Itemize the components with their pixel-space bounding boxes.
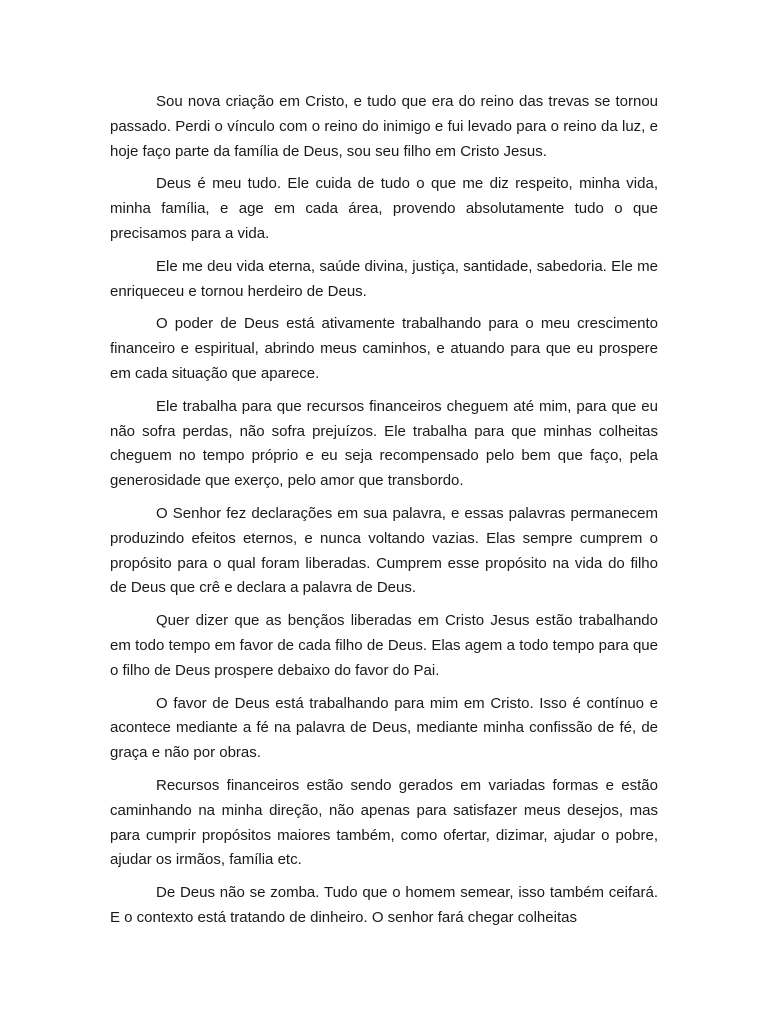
paragraph: Ele me deu vida eterna, saúde divina, justiça, santidade, sabedoria. Ele me enriqueceu e tornou herdeiro de Deus.	[110, 257, 658, 300]
paragraph: De Deus não se zomba. Tudo que o homem semear, isso também ceifará. E o contexto está tratando de dinheiro. O senhor fará chegar colheitas	[110, 884, 658, 926]
paragraph: O poder de Deus está ativamente trabalhando para o meu crescimento financeiro e espiritual, abrindo meus caminhos, e atuando para que eu prospere em cada situação que aparece.	[110, 315, 658, 382]
paragraph: Deus é meu tudo. Ele cuida de tudo o que me diz respeito, minha vida, minha família, e age em cada área, provendo absolutamente tudo o que precisamos para a vida.	[110, 175, 658, 242]
document-body	[110, 90, 658, 931]
paragraph: O Senhor fez declarações em sua palavra, e essas palavras permanecem produzindo efeitos eternos, e nunca voltando vazias. Elas sempre cumprem o propósito para o qual foram liberadas. Cumprem esse propósito na vida do filho de Deus que crê e declara a palavra de Deus.	[110, 504, 658, 597]
paragraph: Sou nova criação em Cristo, e tudo que era do reino das trevas se tornou passado. Perdi o vínculo com o reino do inimigo e fui levado para o reino da luz, e hoje faço parte da família de Deus, sou seu filho em Cristo Jesus.	[110, 93, 658, 160]
paragraph: Quer dizer que as bençãos liberadas em Cristo Jesus estão trabalhando em todo tempo em favor de cada filho de Deus. Elas agem a todo tempo para que o filho de Deus prospere debaixo do favor do Pai.	[110, 612, 658, 679]
paragraph: Recursos financeiros estão sendo gerados em variadas formas e estão caminhando na minha direção, não apenas para satisfazer meus desejos, mas para cumprir propósitos maiores também, como ofertar, dizimar, ajudar o pobre, ajudar os irmãos, família etc.	[110, 776, 658, 869]
paragraph: O favor de Deus está trabalhando para mim em Cristo. Isso é contínuo e acontece mediante a fé na palavra de Deus, mediante minha confissão de fé, de graça e não por obras.	[110, 694, 658, 762]
paragraph: Ele trabalha para que recursos financeiros cheguem até mim, para que eu não sofra perdas, não sofra prejuízos. Ele trabalha para que minhas colheitas cheguem no tempo próprio e eu seja recompensado pelo bem que faço, pela generosidade que exerço, pelo amor que transbordo.	[110, 397, 658, 490]
